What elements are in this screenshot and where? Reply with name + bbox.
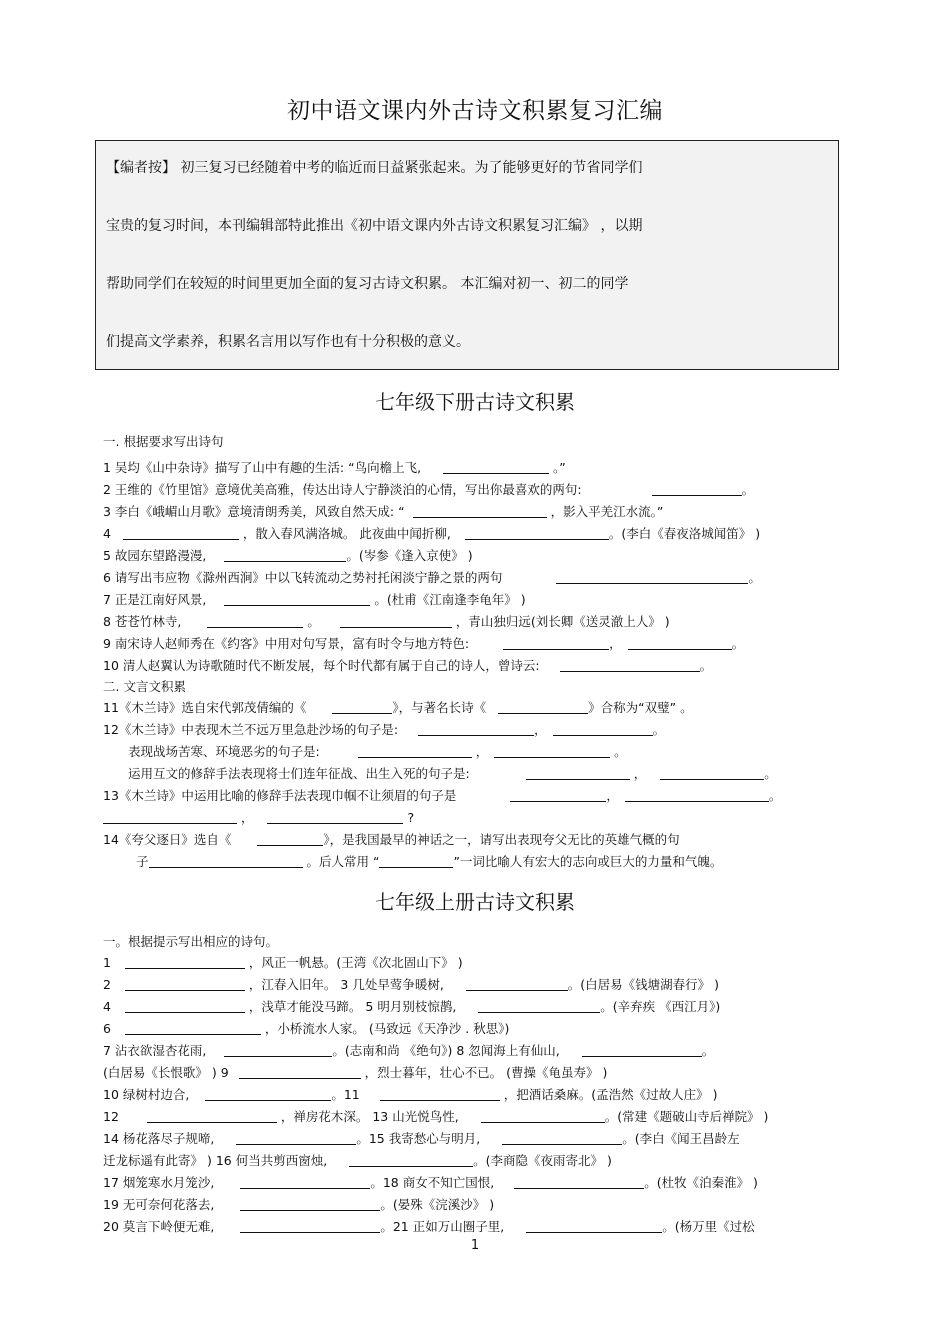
answer-blank[interactable] — [236, 1131, 356, 1145]
answer-blank[interactable] — [239, 1065, 361, 1079]
part-heading: 二. 文言文积累 — [103, 679, 186, 694]
answer-blank[interactable] — [481, 1109, 605, 1123]
question-14: 14《夸父逐日》选自《 》，是我国最早的神话之一，请写出表现夸父无比的英雄气概的句 — [103, 832, 680, 847]
page-number: 1 — [470, 1238, 480, 1253]
question-13: 13《木兰诗》中运用比喻的修辞手法表现巾帼不让须眉的句子是 ， 。 — [103, 788, 782, 803]
question-1: 1 吴均《山中杂诗》描写了山中有趣的生活: “鸟向檐上飞, 。” — [103, 460, 566, 475]
answer-blank[interactable] — [510, 788, 606, 802]
poem-line-11: 17 烟笼寒水月笼沙, 。18 商女不知亡国恨, 。(杜牧《泊秦淮》 ) — [103, 1175, 758, 1190]
answer-blank[interactable] — [149, 854, 303, 868]
section-heading-grade7-second: 七年级下册古诗文积累 — [375, 390, 575, 414]
poem-line-8: 12 ，禅房花木深。 13 山光悦鸟性, 。(常建《题破山寺后禅院》 ) — [103, 1109, 769, 1124]
question-13b: ， ? — [103, 808, 414, 826]
answer-blank[interactable] — [380, 1087, 500, 1101]
answer-blank[interactable] — [498, 700, 588, 714]
question-2: 2 王维的《竹里馆》意境优美高雅，传达出诗人宁静淡泊的心情，写出你最喜欢的两句: 。 — [103, 482, 755, 497]
page-title: 初中语文课内外古诗文积累复习汇编 — [287, 98, 663, 124]
preface-line-3: 帮助同学们在较短的时间里更加全面的复习古诗文积累。 本汇编对初一、初二的同学 — [106, 276, 629, 292]
poem-line-4: 6 ，小桥流水人家。 (马致远《天净沙 . 秋思》) — [103, 1021, 510, 1036]
question-5: 5 故园东望路漫漫, 。(岑参《逢入京使》 ) — [103, 548, 473, 563]
answer-blank[interactable] — [503, 636, 609, 650]
poem-line-13: 20 莫言下岭便无难, 。21 正如万山圈子里, 。(杨万里《过松 — [103, 1219, 755, 1234]
poem-line-1: 1 ，风正一帆悬。(王湾《次北固山下》 ) — [103, 955, 463, 970]
answer-blank[interactable] — [358, 744, 472, 758]
answer-blank[interactable] — [240, 1219, 380, 1233]
answer-blank[interactable] — [332, 700, 392, 714]
preface-line-2: 宝贵的复习时间，本刊编辑部特此推出《初中语文课内外古诗文积累复习汇编》 ，以期 — [106, 218, 643, 234]
preface-box — [95, 140, 839, 370]
answer-blank[interactable] — [379, 854, 453, 868]
poem-line-6: (白居易《长恨歌》 ) 9 ，烈士暮年，壮心不已。 (曹操《龟虽寿》 ) — [103, 1065, 608, 1080]
question-6: 6 请写出韦应物《滁州西涧》中以飞转流动之势衬托闲淡宁静之景的两句 。 — [103, 570, 761, 585]
part-heading: 一. 根据要求写出诗句 — [103, 434, 224, 449]
answer-blank[interactable] — [628, 636, 732, 650]
poem-line-5: 7 沾衣欲湿杏花雨, 。(志南和尚 《绝句》) 8 忽闻海上有仙山, 。 — [103, 1043, 715, 1058]
answer-blank[interactable] — [526, 766, 630, 780]
answer-blank[interactable] — [224, 548, 346, 562]
answer-blank[interactable] — [103, 810, 237, 824]
question-10: 10 清人赵翼认为诗歌随时代不断发展，每个时代都有属于自己的诗人，曾诗云: 。 — [103, 658, 713, 673]
question-3: 3 李白《峨嵋山月歌》意境清朗秀美，风致自然天成: “ ，影入平羌江水流。” — [103, 504, 664, 519]
answer-blank[interactable] — [526, 1219, 662, 1233]
poem-line-9: 14 杨花落尽子规啼, 。15 我寄愁心与明月, 。(李白《闻王昌龄左 — [103, 1131, 740, 1146]
section-heading-grade7-first: 七年级上册古诗文积累 — [375, 890, 575, 914]
answer-blank[interactable] — [224, 592, 370, 606]
answer-blank[interactable] — [125, 977, 245, 991]
answer-blank[interactable] — [465, 526, 609, 540]
answer-blank[interactable] — [125, 999, 245, 1013]
poem-line-7: 10 绿树村边合, 。11 ，把酒话桑麻。(孟浩然《过故人庄》 ) — [103, 1087, 718, 1102]
answer-blank[interactable] — [349, 1153, 473, 1167]
answer-blank[interactable] — [207, 614, 303, 628]
question-7: 7 正是江南好风景, 。(杜甫《江南逢李龟年》 ) — [103, 592, 526, 607]
poem-line-10: 迁龙标遥有此寄》 ) 16 何当共剪西窗烛, 。(李商隐《夜雨寄北》 ) — [103, 1153, 612, 1168]
answer-blank[interactable] — [267, 810, 403, 824]
answer-blank[interactable] — [582, 1043, 702, 1057]
question-4: 4 ，散入春风满洛城。 此夜曲中闻折柳, 。(李白《春夜洛城闻笛》 ) — [103, 526, 761, 541]
question-12c: 运用互文的修辞手法表现将士们连年征战、出生入死的句子是: ， 。 — [128, 766, 777, 781]
answer-blank[interactable] — [478, 999, 600, 1013]
answer-blank[interactable] — [240, 1197, 380, 1211]
question-9: 9 南宋诗人赵师秀在《约客》中用对句写景，富有时令与地方特色: ， 。 — [103, 636, 745, 651]
answer-blank[interactable] — [418, 722, 534, 736]
part-heading: 一。根据提示写出相应的诗句。 — [103, 934, 279, 949]
answer-blank[interactable] — [257, 832, 323, 846]
answer-blank[interactable] — [125, 955, 245, 969]
answer-blank[interactable] — [494, 744, 610, 758]
answer-blank[interactable] — [660, 766, 764, 780]
answer-blank[interactable] — [125, 1021, 261, 1035]
question-8: 8 苍苍竹林寺, 。 ，青山独归远(刘长卿《送灵澈上人》 ) — [103, 614, 670, 629]
question-12b: 表现战场苦寒、环境恶劣的句子是: ， 。 — [128, 744, 627, 759]
answer-blank[interactable] — [514, 1175, 644, 1189]
answer-blank[interactable] — [466, 977, 568, 991]
preface-line-1: 【编者按】 初三复习已经随着中考的临近而日益紧张起来。为了能够更好的节省同学们 — [106, 160, 643, 176]
poem-line-2: 2 ，江春入旧年。 3 几处早莺争暖树, 。(白居易《钱塘湖春行》 ) — [103, 977, 720, 992]
question-11: 11《木兰诗》选自宋代郭茂倩编的《 》，与著名长诗《 》合称为“双璧” 。 — [103, 700, 693, 715]
question-14b: 子 。后人常用 “ ”一词比喻人有宏大的志向或巨大的力量和气魄。 — [136, 854, 723, 869]
answer-blank[interactable] — [652, 482, 742, 496]
answer-blank[interactable] — [625, 788, 769, 802]
answer-blank[interactable] — [413, 504, 547, 518]
answer-blank[interactable] — [502, 1131, 622, 1145]
answer-blank[interactable] — [553, 722, 653, 736]
preface-line-4: 们提高文学素养，积累名言用以写作也有十分积极的意义。 — [106, 334, 470, 350]
poem-line-3: 4 ，浅草才能没马蹄。 5 明月别枝惊鹊, 。(辛弃疾 《西江月》) — [103, 999, 721, 1014]
answer-blank[interactable] — [147, 1109, 277, 1123]
answer-blank[interactable] — [556, 570, 748, 584]
question-12: 12《木兰诗》中表现木兰不远万里急赴沙场的句子是: ， 。 — [103, 722, 666, 737]
answer-blank[interactable] — [240, 1175, 370, 1189]
answer-blank[interactable] — [560, 658, 700, 672]
answer-blank[interactable] — [443, 460, 549, 474]
answer-blank[interactable] — [340, 614, 452, 628]
answer-blank[interactable] — [205, 1087, 331, 1101]
answer-blank[interactable] — [224, 1043, 332, 1057]
poem-line-12: 19 无可奈何花落去, 。(晏殊《浣溪沙》 ) — [103, 1197, 495, 1212]
answer-blank[interactable] — [123, 526, 239, 540]
